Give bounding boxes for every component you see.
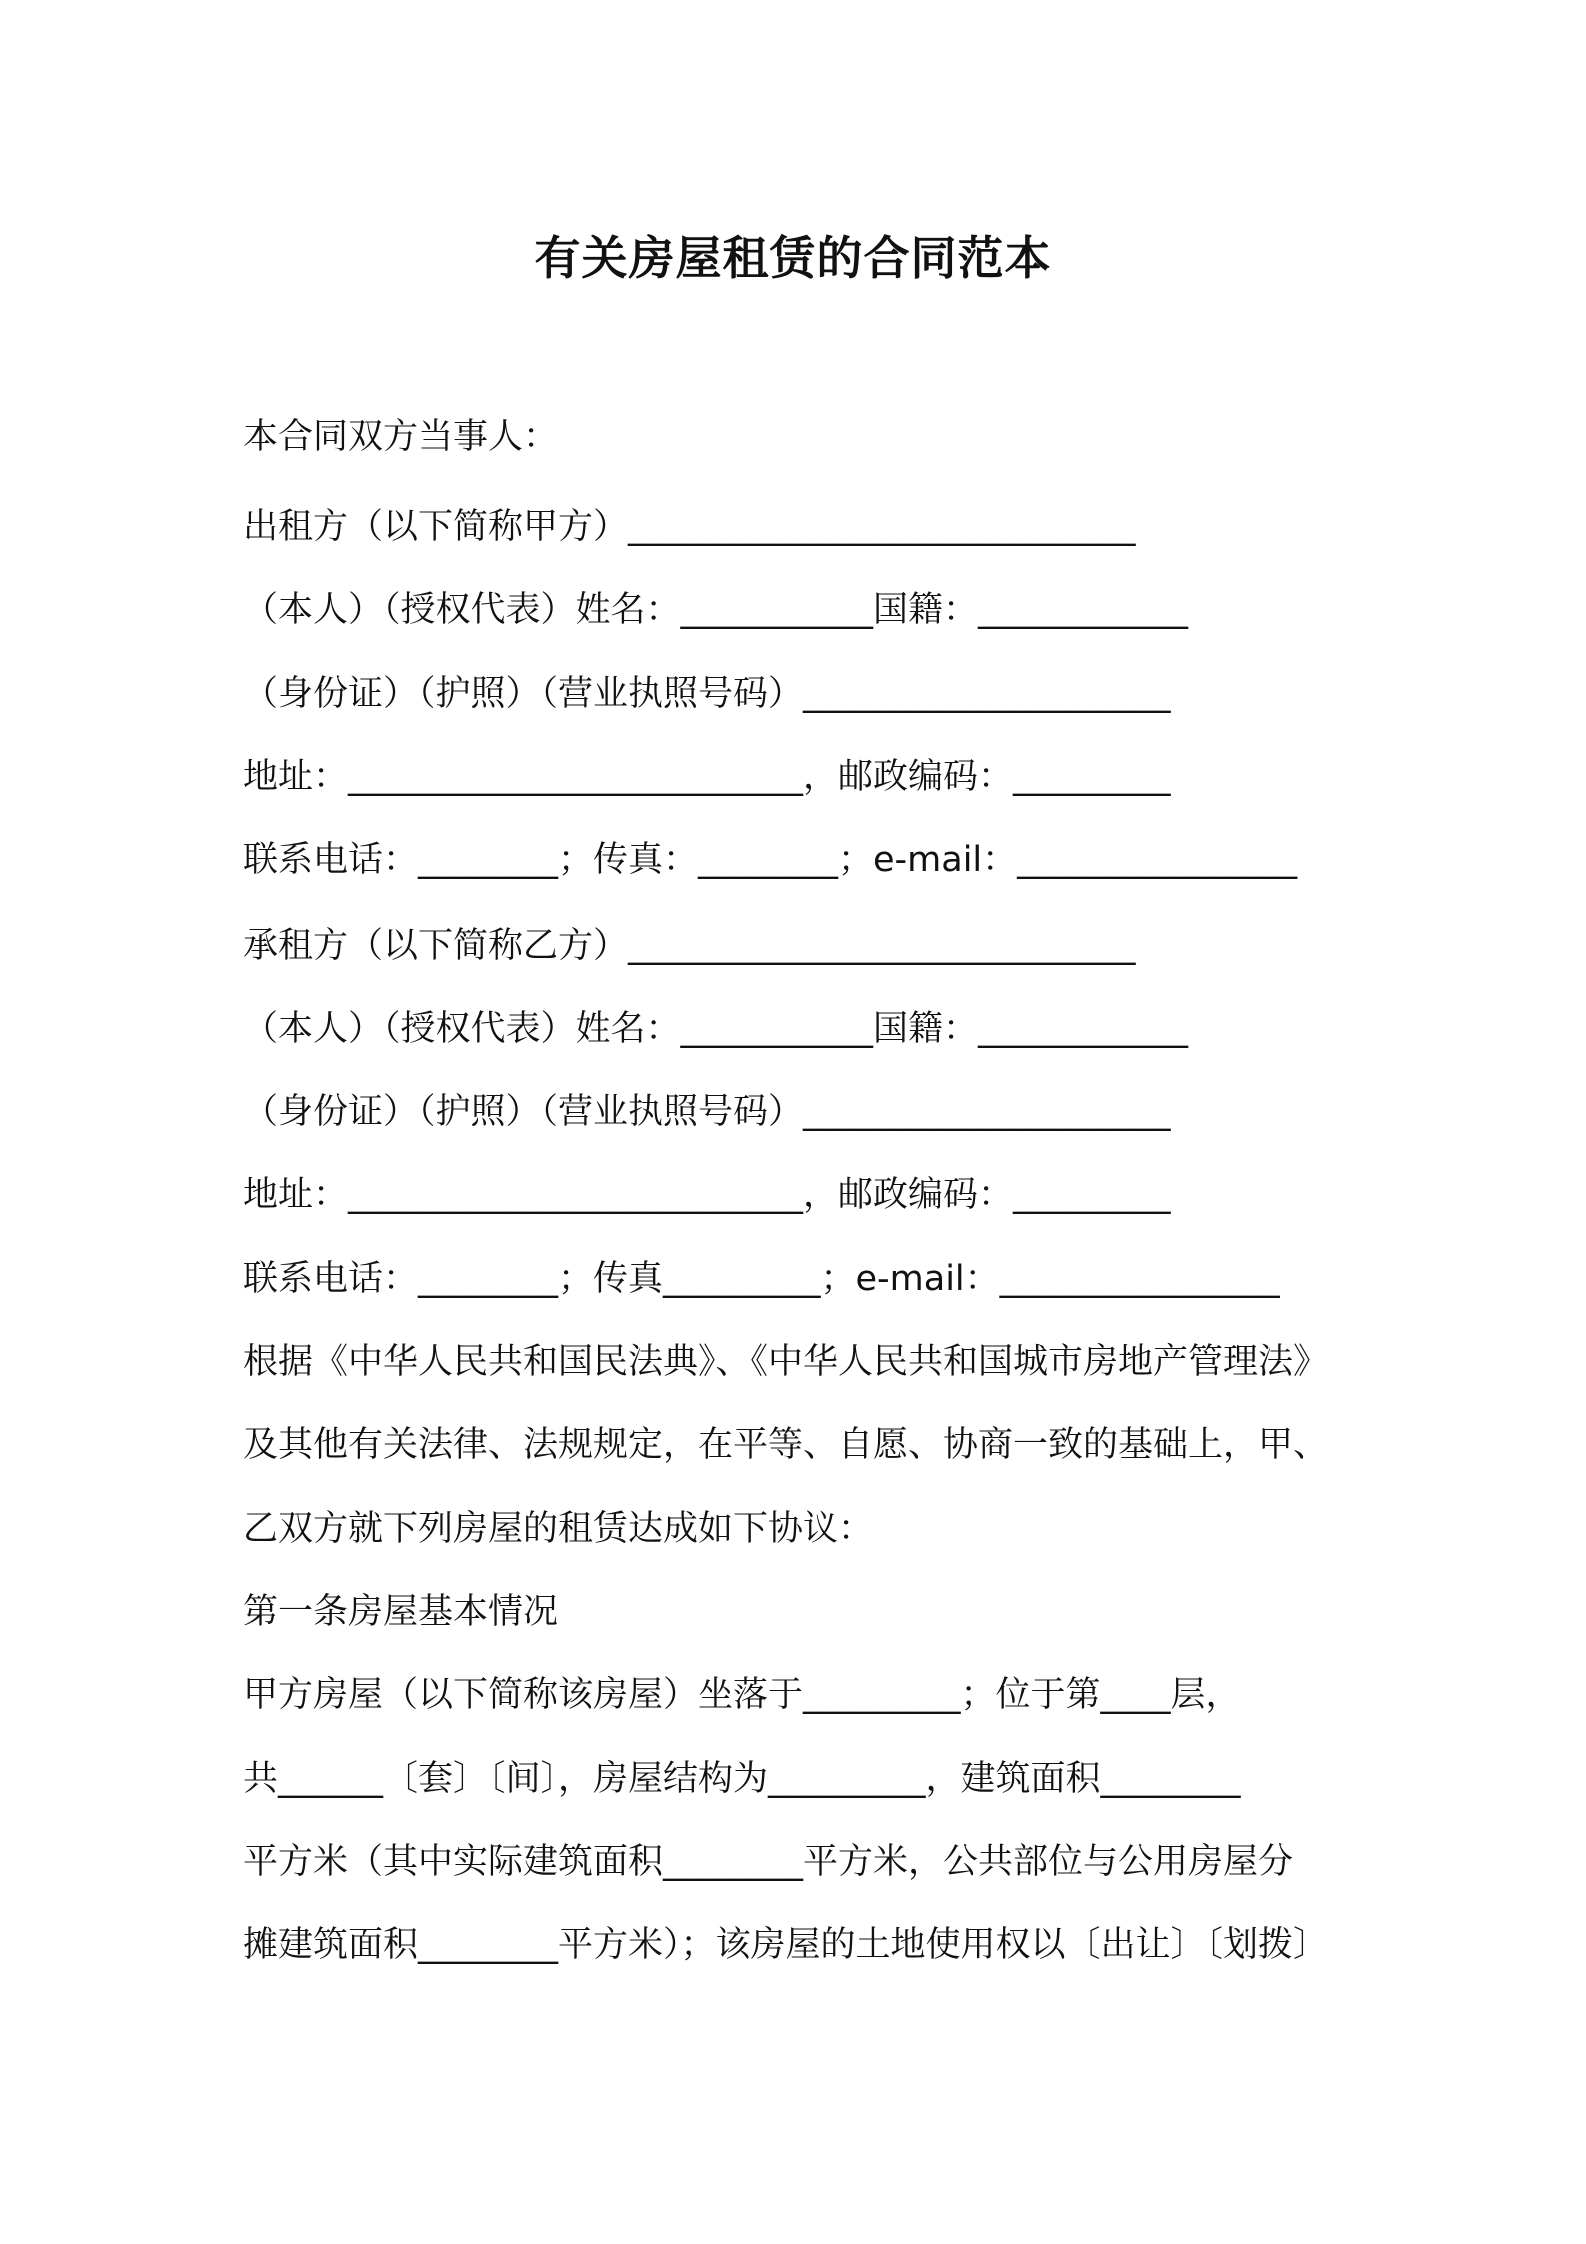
- document-title: 有关房屋租赁的合同范本: [534, 231, 1052, 285]
- legal-basis-line-1: 根据《中华人民共和国民法典》、《中华人民共和国城市房地产管理法》: [243, 1342, 1329, 1382]
- article-1-line-3: 平方米（其中实际建筑面积________平方米，公共部位与公用房屋分: [243, 1842, 1294, 1882]
- legal-basis-line-2: 及其他有关法律、法规规定，在平等、自愿、协商一致的基础上，甲、: [243, 1425, 1329, 1465]
- article-1-line-4: 摊建筑面积________平方米）；该房屋的土地使用权以〔出让〕〔划拨〕: [243, 1925, 1329, 1965]
- lessee-name-nationality: （本人）（授权代表）姓名：___________国籍：____________: [243, 1009, 1189, 1049]
- lessee-address: 地址：__________________________，邮政编码：_________: [243, 1175, 1171, 1215]
- lessor-contact: 联系电话：________；传真：________；e-mail：________________: [243, 840, 1298, 880]
- article-1-heading: 第一条房屋基本情况: [243, 1592, 559, 1632]
- lessee-line: 承租方（以下简称乙方）_____________________________: [243, 926, 1136, 966]
- legal-basis-line-3: 乙双方就下列房屋的租赁达成如下协议：: [243, 1509, 874, 1549]
- lessee-id-number: （身份证）（护照）（营业执照号码）_____________________: [243, 1092, 1171, 1132]
- lessor-name-nationality: （本人）（授权代表）姓名：___________国籍：____________: [243, 590, 1189, 630]
- lessor-address: 地址：__________________________，邮政编码：_________: [243, 757, 1171, 797]
- lessor-id-number: （身份证）（护照）（营业执照号码）_____________________: [243, 674, 1171, 714]
- lessor-line: 出租方（以下简称甲方）_____________________________: [243, 507, 1136, 547]
- article-1-line-2: 共______〔套〕〔间〕，房屋结构为_________，建筑面积________: [243, 1759, 1241, 1799]
- parties-heading: 本合同双方当事人：: [243, 417, 559, 457]
- lessee-contact: 联系电话：________；传真_________；e-mail：________________: [243, 1259, 1280, 1299]
- article-1-line-1: 甲方房屋（以下简称该房屋）坐落于_________；位于第____层，: [243, 1675, 1241, 1715]
